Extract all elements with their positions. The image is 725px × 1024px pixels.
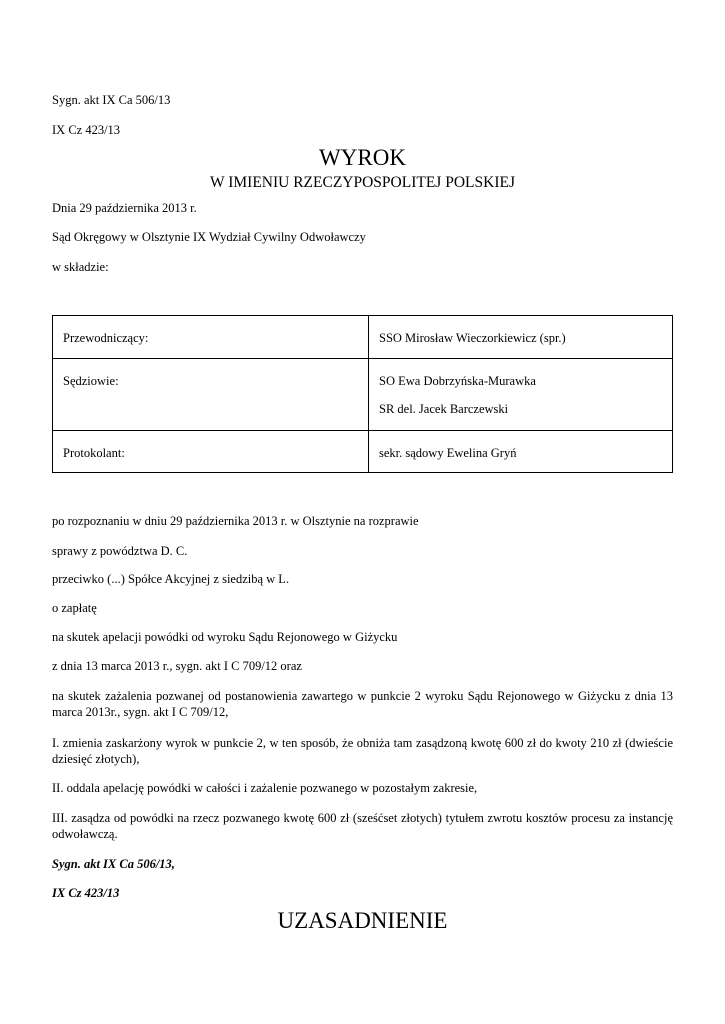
table-row [53, 431, 673, 473]
panel-role: Sędziowie: [53, 359, 369, 431]
document-title: WYROK [319, 145, 406, 170]
panel-name: sekr. sądowy Ewelina Gryń [379, 446, 517, 460]
ruling-point: III. zasądza od powódki na rzecz pozwanego kwotę 600 zł (sześćset złotych) tytułem zwrotu kosztów procesu za instancję odwoławczą. [52, 811, 673, 841]
panel-role: Protokolant: [53, 431, 369, 473]
case-number-footer-secondary: IX Cz 423/13 [52, 886, 120, 900]
composition-label: w składzie: [52, 260, 109, 274]
body-line: po rozpoznaniu w dniu 29 października 2013 r. w Olsztynie na rozprawie [52, 514, 419, 528]
court-panel-table [52, 315, 673, 473]
panel-names [369, 359, 673, 431]
panel-name: SR del. Jacek Barczewski [379, 402, 509, 416]
panel-names [369, 316, 673, 359]
table-row [53, 316, 673, 359]
body-line: z dnia 13 marca 2013 r., sygn. akt I C 709/12 oraz [52, 659, 302, 673]
panel-role: Przewodniczący: [53, 316, 369, 359]
document-subtitle: W IMIENIU RZECZYPOSPOLITEJ POLSKIEJ [210, 174, 515, 191]
body-line: na skutek apelacji powódki od wyroku Sądu Rejonowego w Giżycku [52, 630, 398, 644]
judgment-date: Dnia 29 października 2013 r. [52, 201, 197, 215]
panel-name: SO Ewa Dobrzyńska-Murawka [379, 374, 536, 388]
body-line: sprawy z powództwa D. C. [52, 544, 188, 558]
court-name: Sąd Okręgowy w Olsztynie IX Wydział Cywilny Odwoławczy [52, 230, 366, 244]
case-number: Sygn. akt IX Ca 506/13 [52, 93, 171, 107]
ruling-point: II. oddala apelację powódki w całości i zażalenie pozwanego w pozostałym zakresie, [52, 781, 478, 795]
case-number-secondary: IX Cz 423/13 [52, 123, 121, 137]
panel-names [369, 431, 673, 473]
justification-heading: UZASADNIENIE [277, 908, 448, 933]
body-line: o zapłatę [52, 601, 97, 615]
ruling-point: I. zmienia zaskarżony wyrok w punkcie 2, w ten sposób, że obniża tam zasądzoną kwotę 600 zł do kwoty 210 zł (dwieście dziesięć złotych), [52, 736, 673, 766]
table-row [53, 359, 673, 431]
body-paragraph: na skutek zażalenia pozwanej od postanowienia zawartego w punkcie 2 wyroku Sądu Rejonowego w Giżycku z dnia 13 marca 2013r., sygn. akt I C 709/12, [52, 689, 673, 719]
case-number-footer: Sygn. akt IX Ca 506/13, [52, 857, 175, 871]
body-line: przeciwko (...) Spółce Akcyjnej z siedzibą w L. [52, 572, 290, 586]
panel-name: SSO Mirosław Wieczorkiewicz (spr.) [379, 331, 566, 345]
